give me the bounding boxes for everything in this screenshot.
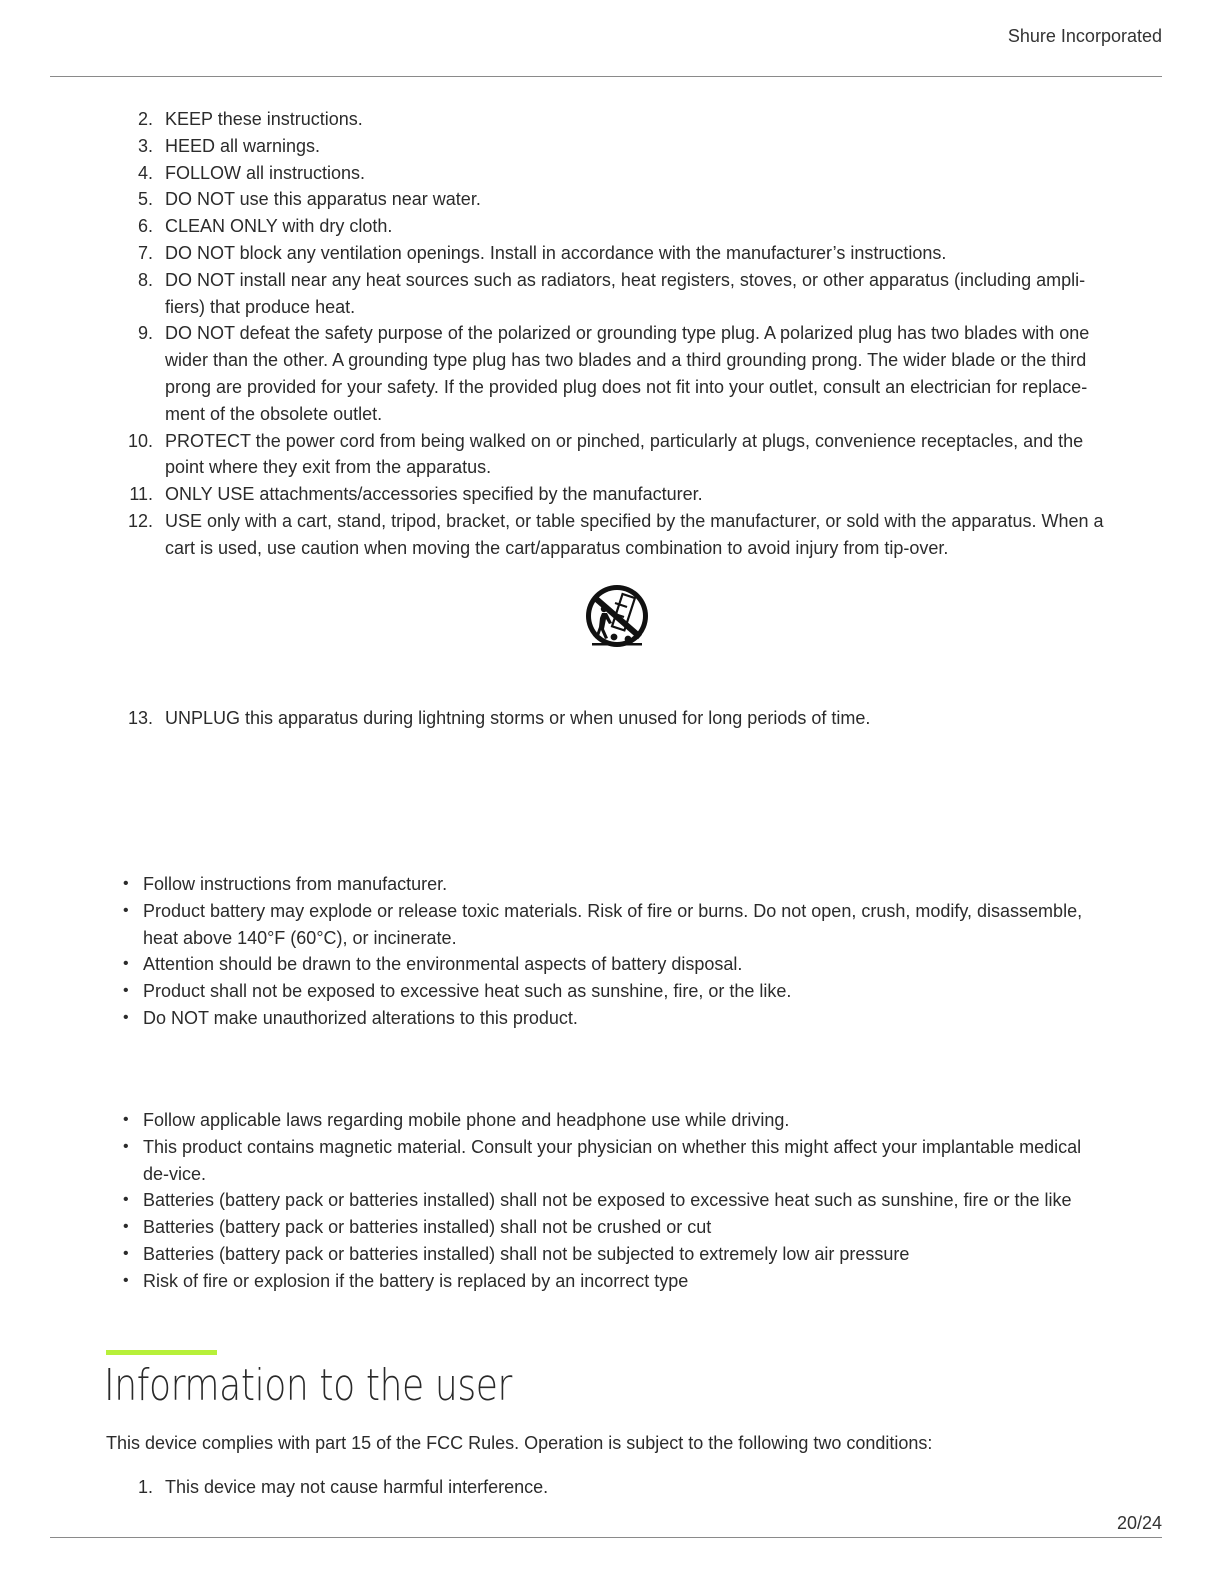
item-text: DO NOT defeat the safety purpose of the polarized or grounding type plug. A polarized plug has two blades with one wider than the other. A grounding type plug has two blades and a third grounding prong. The wider blade or the third prong are provided for your safety. If the provided plug does not fit into your outlet, consult an electrician for replace-ment of the obsolete outlet. [165,323,1090,424]
item-number: 2. [137,109,153,129]
list-item [125,320,1115,427]
company-name: Shure Incorporated [1007,26,1162,46]
item-number: 13. [127,708,153,728]
item-text: PROTECT the power cord from being walked on or pinched, particularly at plugs, convenience receptacles, and the point where they exit from the apparatus. [165,430,1084,478]
section-accent-bar [106,1350,217,1355]
item-number: 1. [137,1477,153,1497]
list-item: • Batteries (battery pack or batteries installed) shall not be subjected to extremely low air pressure [120,1241,1110,1268]
list-item: • Product shall not be exposed to excessive heat such as sunshine, fire, or the like. [120,978,1110,1005]
list-item [125,1474,1115,1501]
list-item [125,106,1115,133]
footer-divider [50,1537,1162,1538]
section-title: Information to the user [104,1360,512,1411]
item-number: 12. [127,510,153,531]
item-number: 6. [137,216,153,237]
cart-warning-svg [584,585,650,651]
item-number: 8. [137,269,153,290]
list-item [125,508,1115,562]
list-item: • This product contains magnetic material. Consult your physician on whether this might affect your implantable medical de-vice. [120,1134,1110,1188]
fcc-conditions-list [125,1474,1115,1501]
list-item [125,186,1115,213]
list-item: • Follow applicable laws regarding mobile phone and headphone use while driving. [120,1107,1110,1134]
cart-tip-over-warning-icon [584,585,650,651]
item-text: CLEAN ONLY with dry cloth. [165,216,393,237]
list-item: • Follow instructions from manufacturer. [120,871,1110,898]
list-item [125,267,1115,321]
list-item [125,705,1115,732]
list-item: • Risk of fire or explosion if the battery is replaced by an incorrect type [120,1268,1110,1295]
list-item [125,428,1115,482]
list-item: • Attention should be drawn to the environmental aspects of battery disposal. [120,951,1110,978]
item-text: This device may not cause harmful interference. [165,1477,549,1497]
item-number: 5. [137,189,153,210]
list-item [125,160,1115,187]
item-text: DO NOT use this apparatus near water. [165,189,481,210]
item-text: DO NOT block any ventilation openings. Install in accordance with the manufacturer’s instructions. [165,242,947,263]
item-number: 10. [127,430,153,451]
item-text: HEED all warnings. [165,135,321,156]
item-number: 7. [137,242,153,263]
page-number: 20/24 [1116,1513,1162,1533]
list-item [125,240,1115,267]
item-number: 9. [137,323,153,344]
fcc-intro-text: This device complies with part 15 of the FCC Rules. Operation is subject to the following two conditions: [106,1433,933,1453]
list-item [125,213,1115,240]
safety-instructions-list-continued [125,705,1115,732]
list-item: • Do NOT make unauthorized alterations to this product. [120,1005,1110,1032]
icon-ground-line [592,643,642,646]
item-text: UNPLUG this apparatus during lightning storms or when unused for long periods of time. [165,708,871,728]
item-number: 3. [137,135,153,156]
item-text: DO NOT install near any heat sources such as radiators, heat registers, stoves, or other apparatus (including ampli-fiers) that produce heat. [165,269,1086,317]
item-text: ONLY USE attachments/accessories specified by the manufacturer. [165,484,703,505]
item-text: KEEP these instructions. [165,109,363,129]
safety-instructions-list [125,106,1115,562]
list-item [125,481,1115,508]
battery-warnings-list [120,871,1110,1032]
item-text: USE only with a cart, stand, tripod, bracket, or table specified by the manufacturer, or sold with the apparatus. When a cart is used, use caution when moving the cart/apparatus combination to avoid injury from tip-over. [165,510,1104,558]
general-warnings-list [120,1107,1110,1295]
item-number: 4. [137,162,153,183]
item-text: FOLLOW all instructions. [165,162,366,183]
list-item: • Batteries (battery pack or batteries installed) shall not be exposed to excessive heat such as sunshine, fire or the like [120,1187,1110,1214]
list-item [125,133,1115,160]
item-number: 11. [129,484,153,505]
header-divider [50,76,1162,77]
list-item: • Batteries (battery pack or batteries installed) shall not be crushed or cut [120,1214,1110,1241]
list-item: • Product battery may explode or release toxic materials. Risk of fire or burns. Do not open, crush, modify, disassemble, heat above 140°F (60°C), or incinerate. [120,898,1110,952]
